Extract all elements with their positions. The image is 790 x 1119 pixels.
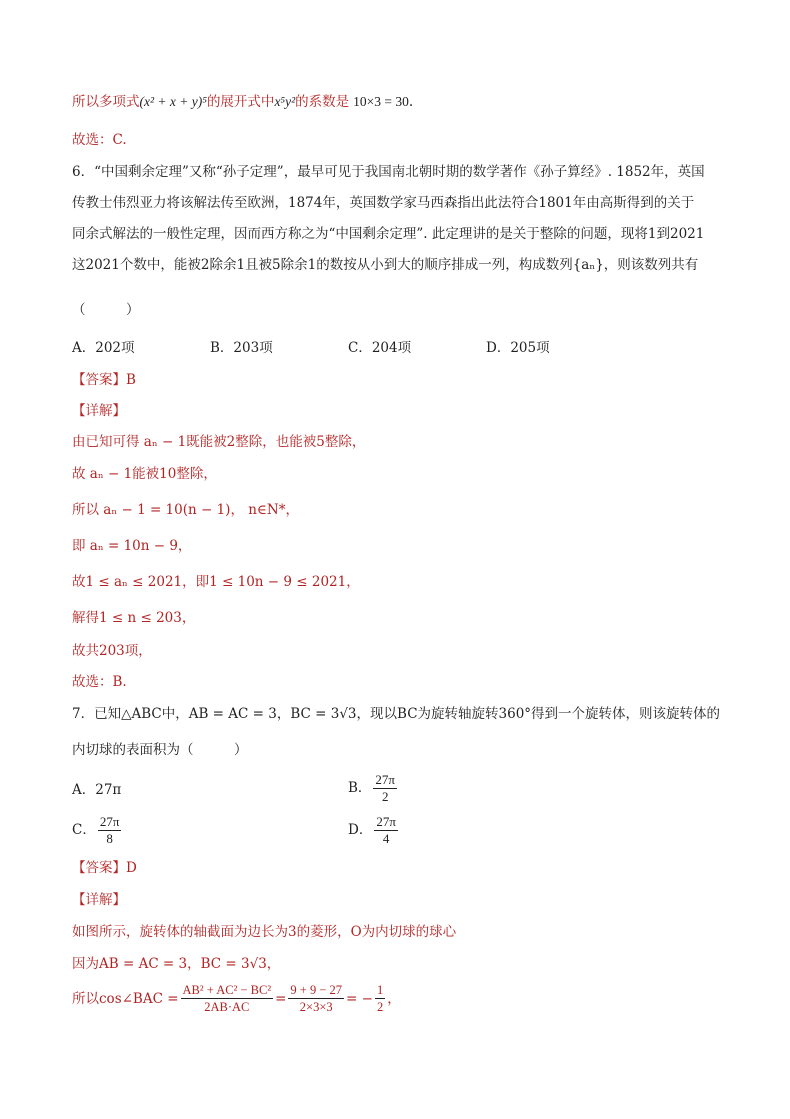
q5-choice: 故选：C. [72, 132, 127, 148]
fraction [375, 982, 385, 1015]
q6-step-2: 故 aₙ − 1能被10整除， [72, 466, 217, 482]
q7-answer: 【答案】D [72, 860, 137, 876]
text: 的展开式中 [206, 94, 275, 110]
q7-option-b [348, 772, 399, 805]
numerator: 27π [99, 814, 120, 829]
text: 所以cos∠BAC = [72, 990, 179, 1007]
q6-stem-line-3: 同余式解法的一般性定理，因而西方称之为“中国剩余定理”. 此定理讲的是关于整除的问题，现将1到2021 [72, 226, 705, 242]
q7-step-3 [72, 982, 401, 1015]
q5-conclusion-line [72, 92, 413, 112]
option-label: C． [72, 822, 96, 838]
option-label: B． [348, 780, 372, 796]
q7-detail-heading: 【详解】 [72, 892, 126, 908]
q6-step-3: 所以 aₙ − 1 = 10(n − 1)， n∈N*， [72, 502, 299, 518]
q6-detail-heading: 【详解】 [72, 403, 126, 419]
q6-stem-line-1: 6．“中国剩余定理”又称“孙子定理”，最早可见于我国南北朝时期的数学著作《孙子算经》. 1852年，英国 [72, 164, 705, 180]
denominator: 2×3×3 [299, 1000, 333, 1014]
math-expr: (x² + x + y)⁵ [139, 94, 207, 109]
text: 所以多项式 [72, 94, 140, 110]
fraction [181, 982, 274, 1015]
q7-step-1: 如图所示，旋转体的轴截面为边长为3的菱形，O为内切球的球心 [72, 924, 457, 940]
q6-step-5: 故1 ≤ aₙ ≤ 2021，即1 ≤ 10n − 9 ≤ 2021， [72, 574, 360, 590]
q6-option-a: A．202项 [72, 340, 135, 356]
q7-stem-line-1: 7．已知△ABC中，AB = AC = 3，BC = 3√3，现以BC为旋转轴旋转360°得到一个旋转体，则该旋转体的 [72, 706, 721, 722]
fraction [374, 814, 398, 847]
q6-step-4: 即 aₙ = 10n − 9， [72, 538, 192, 554]
q6-answer-blank: （ ） [72, 302, 140, 318]
text: . [408, 94, 414, 110]
denominator: 2 [376, 1000, 384, 1014]
text: = − [346, 990, 373, 1007]
denominator: 2AB·AC [204, 1000, 250, 1014]
math-calc: 10×3 = 30 [353, 94, 409, 109]
math-term: x⁵y² [274, 94, 296, 109]
q7-option-a: A．27π [72, 782, 122, 798]
text: 的系数是 [295, 94, 350, 110]
q6-step-8: 故选：B. [72, 674, 127, 690]
numerator: 27π [376, 814, 396, 829]
q6-answer: 【答案】B [72, 372, 136, 388]
q6-option-c: C．204项 [348, 340, 412, 356]
text: = [275, 990, 287, 1007]
text: ， [387, 990, 401, 1007]
q6-stem-line-4: 这2021个数中，能被2除余1且被5除余1的数按从小到大的顺序排成一列，构成数列{aₙ}，则该数列共有 [72, 257, 699, 273]
denominator: 8 [106, 831, 113, 846]
fraction [288, 982, 344, 1015]
q6-step-7: 故共203项， [72, 643, 152, 659]
q6-step-6: 解得1 ≤ n ≤ 203， [72, 610, 196, 626]
numerator: 27π [375, 772, 395, 787]
q6-option-d: D．205项 [486, 340, 550, 356]
q7-option-d [348, 814, 400, 847]
numerator: AB² + AC² − BC² [182, 983, 272, 997]
numerator: 1 [376, 983, 384, 997]
q7-option-c [72, 814, 123, 847]
fraction [373, 772, 397, 805]
denominator: 2 [381, 789, 389, 804]
q7-stem-line-2: 内切球的表面积为（ ） [72, 742, 248, 758]
q6-stem-line-2: 传教士伟烈亚力将该解法传至欧洲，1874年，英国数学家马西森指出此法符合1801年由高斯得到的关于 [72, 195, 695, 211]
q7-step-2: 因为AB = AC = 3，BC = 3√3， [72, 956, 281, 972]
numerator: 9 + 9 − 27 [290, 983, 343, 997]
fraction [98, 814, 122, 847]
q6-option-b: B．203项 [210, 340, 273, 356]
denominator: 4 [382, 831, 390, 846]
q6-step-1: 由已知可得 aₙ − 1既能被2整除，也能被5整除， [72, 434, 366, 450]
option-label: D． [348, 822, 373, 838]
